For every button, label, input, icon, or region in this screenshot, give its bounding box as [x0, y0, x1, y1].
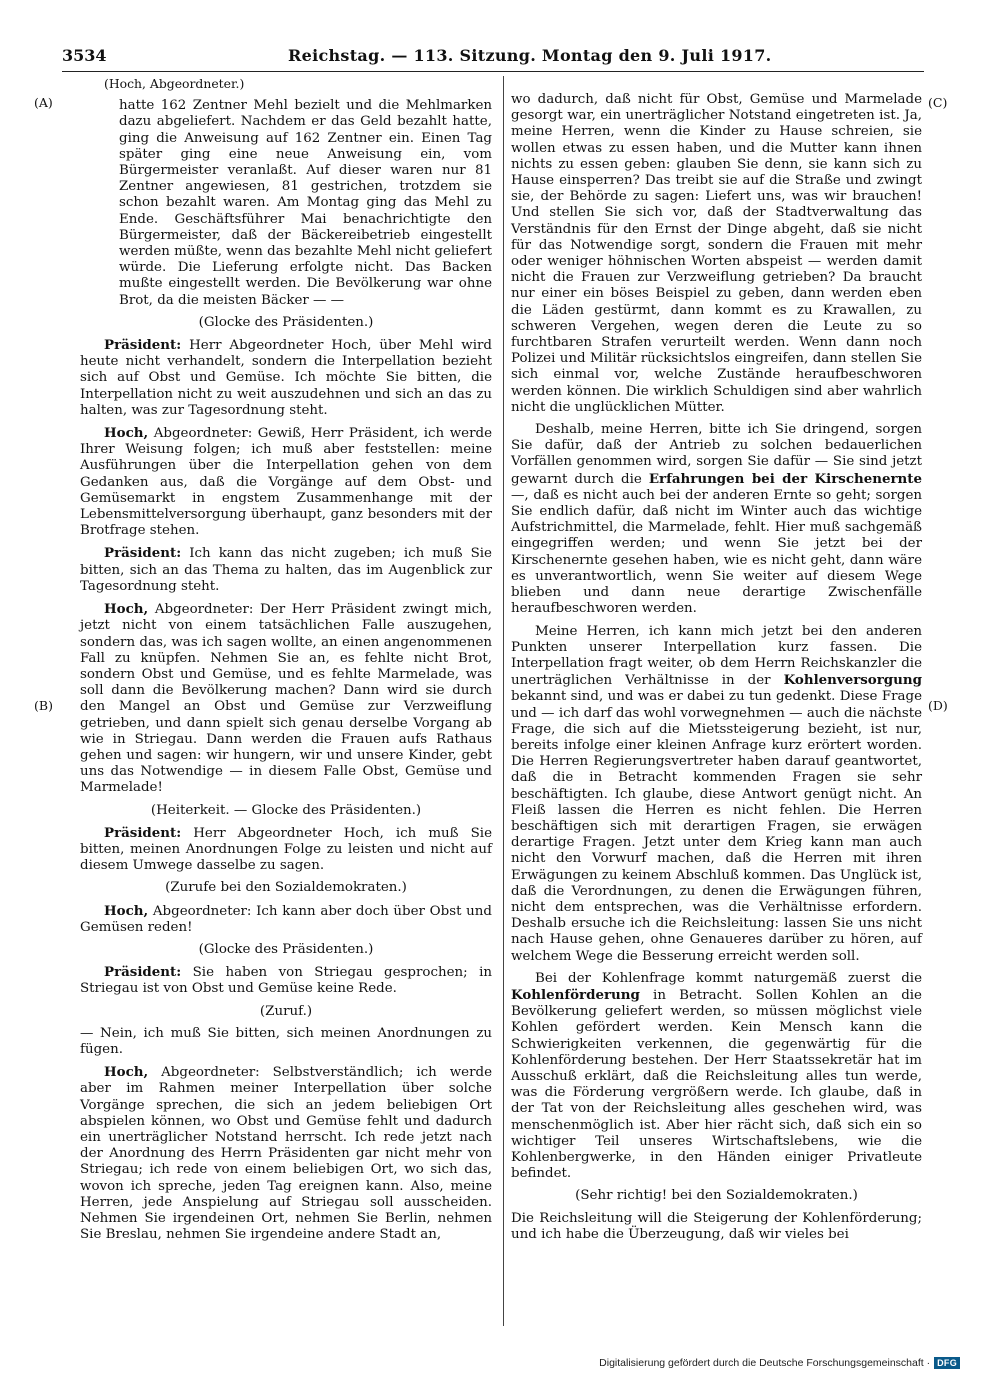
paragraph: Hoch, Abgeordneter: Ich kann aber doch über Obst und Gemüsen reden! [80, 902, 492, 935]
paragraph: Hoch, Abgeordneter: Der Herr Präsident zwingt mich, jetzt nicht von einem tatsächlichen Falle auszugehen, sondern das, was ich sagen wollte, an einen angenommenen Fall zu knüpfen. Nehmen Sie an, es fehlte nicht Brot, sondern Obst und Gemüse, und es fehlte Marmelade, was soll dann die Bevölkerung machen? Dann wird sie durch den Mangel an Obst und Gemüse zur Verzweiflung getrieben, und dann spielt sich genau derselbe Vorgang ab wie in Striegau. Dann werden die Frauen aufs Rathaus gehen und sagen: wir hungern, wir und unsere Kinder, gebt uns das Notwendige — in diesem Falle Obst, Gemüse und Marmelade! [80, 601, 493, 796]
paragraph: wo dadurch, daß nicht für Obst, Gemüse und Marmelade gesorgt war, ein unerträglicher Notstand eingetreten ist. Ja, meine Herren, wenn die Kinder zu Hause schreien, sie wollen etwas zu essen haben, und die Mutter kann ihnen nichts zu essen geben: glauben Sie denn, sie kann sich zu Hause einsperren? Das treibt sie auf die Straße und zwingt sie, der Behörde zu sagen: Liefert uns, was wir brauchen! Und stellen Sie sich vor, daß der Stadtverwaltung das Verständnis für den Ernst der Dinge abgeht, daß sie nicht für das Notwendige sorgt, sondern die Frauen mit mehr oder weniger höhnischen Worten abspeist — werden damit nicht die Frauen zur Verzweiflung getrieben? Da braucht nur einer ein böses Beispiel zu geben, dann werden eben die Läden gestürmt, dann kommt es zu Krawallen, zu schweren Vergehen, wegen deren die Leute zu so furchtbaren Strafen verurteilt werden. Wenn dann noch Polizei und Militär rücksichtslos eingreifen, dann stellen Sie sich einmal vor, welche Zustände heraufbeschworen werden können. Die wirklich Schuldigen sind aber wahrlich nicht die unglücklichen Mütter. [511, 92, 922, 415]
margin-marker-a: (A) [34, 95, 53, 110]
reaction: (Heiterkeit. — Glocke des Präsidenten.) [150, 802, 422, 818]
page-header [62, 46, 922, 68]
paragraph: — Nein, ich muß Sie bitten, sich meinen Anordnungen zu fügen. [80, 1025, 492, 1057]
header-rule [62, 71, 924, 72]
speaker-name: Hoch, [104, 601, 149, 618]
speaker-name: Präsident: [104, 824, 182, 841]
paragraph: Deshalb, meine Herren, bitte ich Sie dringend, sorgen Sie dafür, daß der Antrieb zu solchen bedauerlichen Vorfällen genommen wird, sorgen Sie dafür — Sie sind jetzt gewarnt durch die Erfahrungen bei der Kirschenernte —, daß es nicht auch bei der anderen Ernte so geht; sorgen Sie endlich dafür, daß nicht im Winter auch das wichtige Aufstrichmittel, die Marmelade, fehlt. Hier muß sachgemäß eingegriffen werden; und wenn Sie jetzt bei der Kirschenernte gesehen haben, wie es nicht geht, dann wäre es unverantwortlich, wenn Sie weiter auf diesem Wege blieben und dann neue derartige Zwischenfälle heraufbeschworen werden. [511, 422, 922, 617]
running-title: Reichstag. — 113. Sitzung. Montag den 9. Juli 1917. [288, 46, 772, 65]
margin-marker-c: (C) [928, 95, 948, 110]
reaction: (Zuruf.) [259, 1003, 313, 1019]
emphasis: Erfahrungen bei der Kirschenernte [648, 470, 922, 487]
dfg-logo: DFG [934, 1357, 960, 1369]
right-column [511, 92, 922, 1249]
page-number: 3534 [62, 46, 107, 65]
column-divider [503, 76, 504, 1326]
reaction: (Zurufe bei den Sozialdemokraten.) [165, 880, 407, 896]
speaker-name: Hoch, [104, 1064, 149, 1081]
reaction: (Sehr richtig! bei den Sozialdemokraten.) [575, 1188, 858, 1204]
paragraph: Hoch, Abgeordneter: Gewiß, Herr Präsident, ich werde Ihrer Weisung folgen; ich muß aber feststellen: meine Ausführungen über die Interpellation gehen von dem Gedanken aus, daß die Vorgänge auf dem Obst- und Gemüsemarkt in engstem Zusammenhange mit der Lebensmittelversorgung überhaupt, ganz besonders mit der Brotfrage stehen. [80, 425, 492, 539]
speaker-name: Präsident: [104, 545, 182, 562]
paragraph: Präsident: Ich kann das nicht zugeben; ich muß Sie bitten, sich an das Thema zu halten, das im Augenblick zur Tagesordnung steht. [80, 545, 492, 594]
paragraph: Die Reichsleitung will die Steigerung der Kohlenförderung; und ich habe die Überzeugung, daß wir vieles bei [511, 1210, 922, 1242]
margin-marker-b: (B) [34, 698, 53, 713]
left-column [80, 76, 492, 1249]
speaker-name: Präsident: [104, 964, 182, 981]
paragraph: Präsident: Sie haben von Striegau gesprochen; in Striegau ist von Obst und Gemüse keine Rede. [80, 964, 492, 997]
continued-speaker-label: (Hoch, Abgeordneter.) [104, 76, 245, 91]
speaker-name: Hoch, [104, 902, 149, 919]
paragraph: Präsident: Herr Abgeordneter Hoch, ich muß Sie bitten, meinen Anordnungen Folge zu leisten und nicht auf diesem Umwege dasselbe zu sagen. [80, 824, 493, 874]
speaker-name: Hoch, [104, 425, 149, 442]
paragraph: Bei der Kohlenfrage kommt naturgemäß zuerst die Kohlenförderung in Betracht. Sollen Kohlen an die Bevölkerung geliefert werden, so müssen möglichst viele Kohlen gefördert werden. Kein Mensch kann die Schwierigkeiten verkennen, die gegenwärtig für die Kohlenförderung bestehen. Der Herr Staatssekretär hat im Ausschuß erklärt, daß die Reichsleitung alles tun werde, was die Förderung vergrößern werde. Ich glaube, daß in der Tat von der Reichsleitung alles geschehen wird, was menschenmöglich ist. Aber hier rächt sich, daß sich ein so wichtiger Teil unseres Wirtschaftslebens, wie die Kohlenbergwerke, in den Händen einiger Privatleute befindet. [511, 970, 922, 1182]
paragraph: Meine Herren, ich kann mich jetzt bei den anderen Punkten unserer Interpellation kurz fassen. Die Interpellation fragt weiter, ob dem Herrn Reichskanzler die unerträglichen Verhältnisse in der Kohlenversorgung bekannt sind, und was er dabei zu tun gedenkt. Diese Frage und — ich darf das wohl vorwegnehmen — auch die nächste Frage, die sich auf die Mietssteigerung bezieht, ist nur, bereits infolge einer kleinen Anfrage kurz erörtert worden. Die Herren Regierungsvertreter haben darauf geantwortet, daß die in Betracht kommenden Fragen sie sehr beschäftigten. Ich glaube, diese Antwort genügt nicht. An Fleiß lassen die Herren es nicht fehlen. Die Herren beschäftigen sich mit derartigen Fragen, sie erwägen derartige Fragen. Jetzt unter dem Krieg kann man auch nicht den Vorwurf machen, daß die Herren mit ihren Erwägungen zu keinem Abschluß kommen. Das Unglück ist, daß die Verordnungen, zu denen die Erwägungen führen, nicht dem entsprechen, was die Verhältnisse erfordern. Deshalb ersuche ich die Reichsleitung: lassen Sie uns nicht nach Hause gehen, ohne Genaueres darüber zu hören, auf welchem Wege die Besserung erreicht werden soll. [511, 623, 922, 964]
reaction: (Glocke des Präsidenten.) [198, 314, 374, 330]
speaker-name: Präsident: [104, 337, 182, 354]
credit-text: Digitalisierung gefördert durch die Deutsche Forschungsgemeinschaft · [599, 1357, 931, 1369]
emphasis: Kohlenförderung [511, 986, 640, 1003]
emphasis: Kohlenversorgung [783, 672, 922, 689]
reaction: (Glocke des Präsidenten.) [198, 941, 374, 957]
paragraph: hatte 162 Zentner Mehl bezielt und die Mehlmarken dazu abgeliefert. Nachdem er das Geld bezahlt hatte, ging die Anweisung auf 162 Zentner ein. Einen Tag später ging eine neue Anweisung ein, vom Bürgermeister veranlaßt. Auf dieser waren nur 81 Zentner angewiesen, 81 gestrichen, trotzdem sie schon bezahlt waren. Am Montag ging das Mehl zu Ende. Geschäftsführer Mai benachrichtigte den Bürgermeister, daß der Bäckereibetrieb eingestellt werden müßte, wenn das bezahlte Mehl nicht geliefert würde. Die Lieferung erfolgte nicht. Das Backen mußte eingestellt werden. Die Bevölkerung war ohne Brot, da die meisten Bäcker — — [119, 98, 492, 308]
paragraph: Präsident: Herr Abgeordneter Hoch, über Mehl wird heute nicht verhandelt, sondern die Interpellation bezieht sich auf Obst und Gemüse. Ich möchte Sie bitten, die Interpellation nicht zu weit auszudehnen und sich an das zu halten, was zur Tagesordnung steht. [80, 337, 492, 418]
margin-marker-d: (D) [928, 698, 948, 713]
paragraph: Hoch, Abgeordneter: Selbstverständlich; ich werde aber im Rahmen meiner Interpellation über solche Vorgänge sprechen, die sich an jedem beliebigen Ort abspielen können, wo Obst und Gemüse fehlt und dadurch ein unerträglicher Notstand herrscht. Ich rede jetzt nach der Anordnung des Herrn Präsidenten gar nicht mehr von Striegau; ich rede von einem beliebigen Ort, wo sich das, wovon ich spreche, jeden Tag ereignen kann. Also, meine Herren, jede Anspielung auf Striegau soll ausscheiden. Nehmen Sie irgendeinen Ort, nehmen Sie Berlin, nehmen Sie Breslau, nehmen Sie irgendeine andere Stadt an, [80, 1064, 492, 1243]
digitization-credit [599, 1357, 960, 1369]
